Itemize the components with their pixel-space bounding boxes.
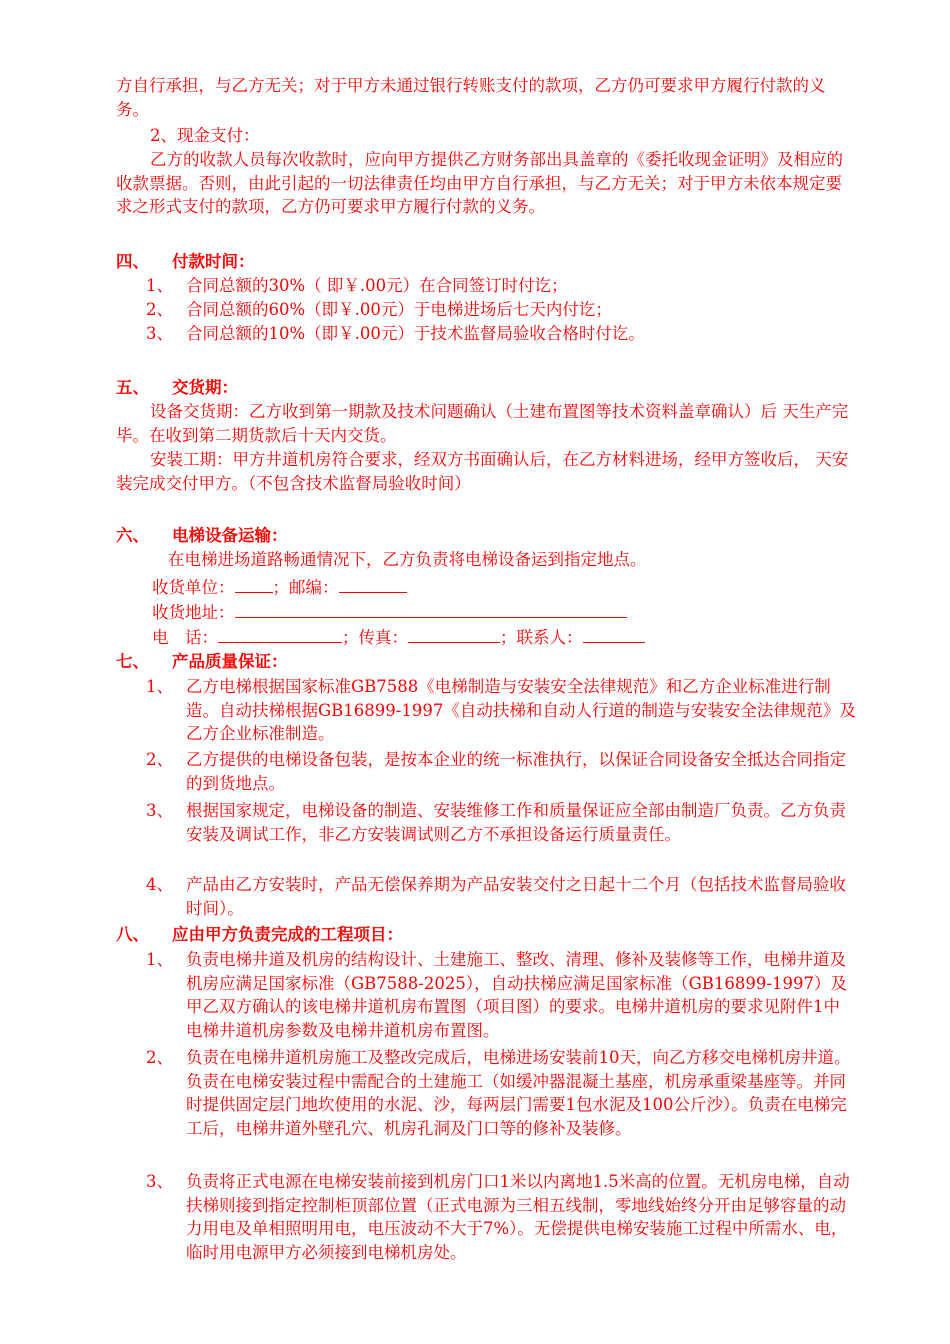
- postcode-label: ；邮编：: [272, 578, 339, 597]
- receiver-blank[interactable]: [235, 574, 273, 593]
- fax-label: ；传真：: [342, 628, 408, 647]
- section-5-heading: [116, 376, 238, 400]
- cash-payment-title: 2、现金支付：: [150, 126, 260, 145]
- item-text: 合同总额的30%（ 即￥.00元）在合同签订时付讫；: [186, 276, 568, 295]
- item-number: 3、: [146, 324, 173, 343]
- fax-blank[interactable]: [408, 624, 500, 643]
- list-item: [146, 274, 856, 298]
- address-blank[interactable]: [235, 599, 627, 618]
- address-label: 收货地址：: [152, 603, 235, 622]
- phone-line: [152, 624, 645, 650]
- item-text: 乙方提供的电梯设备包装，是按本企业的统一标准执行，以保证合同设备安全抵达合同指定的到货地点。: [186, 750, 846, 793]
- item-text: 根据国家规定，电梯设备的制造、安装维修工作和质量保证应全部由制造厂负责。乙方负责安装及调试工作，非乙方安装调试则乙方不承担设备运行质量责任。: [186, 801, 846, 844]
- section-number: 八、: [116, 925, 149, 944]
- transport-paragraph: 在电梯进场道路畅通情况下，乙方负责将电梯设备运到指定地点。: [168, 550, 647, 569]
- section-8-heading: [116, 923, 403, 947]
- item-number: 4、: [146, 875, 173, 894]
- section-title: 产品质量保证：: [172, 652, 288, 671]
- list-item: [146, 322, 856, 346]
- item-text: 合同总额的60%（即￥.00元）于电梯进场后七天内付讫；: [186, 300, 612, 319]
- postcode-blank[interactable]: [339, 574, 407, 593]
- item-text: 负责将正式电源在电梯安装前接到机房门口1米以内离地1.5米高的位置。无机房电梯，自动扶梯则接到指定控制柜顶部位置（正式电源为三相五线制，零地线始终分开由足够容量的动力用电及单相照明用电，电压波动不大于7%）。无偿提供电梯安装施工过程中所需水、电，临时用电源甲方必须接到电梯机房处。: [186, 1172, 850, 1262]
- item-number: 2、: [146, 300, 173, 319]
- section-7-heading: [116, 650, 288, 674]
- item-number: 1、: [146, 950, 173, 969]
- section-number: 六、: [116, 526, 149, 545]
- item-text: 负责在电梯井道机房施工及整改完成后，电梯进场安装前10天，向乙方移交电梯机房井道。负责在电梯安装过程中需配合的土建施工（如缓冲器混凝土基座，机房承重梁基座等。并同时提供固定层门地坎使用的水泥、沙，每两层门需要1包水泥及100公斤沙）。负责在电梯完工后，电梯井道外壁孔穴、机房孔洞及门口等的修补及装修。: [186, 1048, 851, 1138]
- receiver-label: 收货单位：: [152, 578, 235, 597]
- item-number: 3、: [146, 801, 173, 820]
- item-number: 2、: [146, 750, 173, 769]
- section-title: 电梯设备运输：: [172, 526, 288, 545]
- list-item: [146, 1170, 856, 1264]
- section-title: 付款时间：: [172, 252, 255, 271]
- section-6-heading: [116, 524, 288, 548]
- section-title: 应由甲方负责完成的工程项目：: [172, 925, 403, 944]
- address-line: [152, 599, 627, 625]
- receiver-line: [152, 574, 407, 600]
- list-item: [146, 298, 856, 322]
- list-item: [146, 748, 856, 795]
- section-4-heading: [116, 250, 255, 274]
- phone-label: 电 话：: [152, 628, 218, 647]
- section-title: 交货期：: [172, 378, 238, 397]
- section-number: 五、: [116, 378, 149, 397]
- item-number: 1、: [146, 677, 173, 696]
- section-number: 四、: [116, 252, 149, 271]
- phone-blank[interactable]: [218, 624, 342, 643]
- section-number: 七、: [116, 652, 149, 671]
- list-item: [146, 675, 856, 746]
- contact-label: ；联系人：: [500, 628, 583, 647]
- item-number: 3、: [146, 1172, 173, 1191]
- item-text: 合同总额的10%（即￥.00元）于技术监督局验收合格时付讫。: [186, 324, 645, 343]
- cash-payment-paragraph: 乙方的收款人员每次收款时，应向甲方提供乙方财务部出具盖章的《委托收现金证明》及相应的收款票据。否则，由此引起的一切法律责任均由甲方自行承担，与乙方无关；对于甲方未依本规定要求之形式支付的款项，乙方仍可要求甲方履行付款的义务。: [116, 150, 843, 216]
- continuation-paragraph: 方自行承担，与乙方无关；对于甲方未通过银行转账支付的款项，乙方仍可要求甲方履行付款的义务。: [116, 76, 826, 119]
- list-item: [146, 948, 856, 1042]
- item-number: 1、: [146, 276, 173, 295]
- list-item: [146, 1046, 856, 1140]
- list-item: [146, 799, 856, 846]
- list-item: [146, 873, 856, 920]
- item-text: 产品由乙方安装时，产品无偿保养期为产品安装交付之日起十二个月（包括技术监督局验收时间）。: [186, 875, 846, 918]
- installation-period-paragraph: 安装工期：甲方井道机房符合要求，经双方书面确认后，在乙方材料进场，经甲方签收后， 天安装完成交付甲方。（不包含技术监督局验收时间）: [116, 450, 849, 493]
- item-text: 乙方电梯根据国家标准GB7588《电梯制造与安装安全法律规范》和乙方企业标准进行制造。自动扶梯根据GB16899-1997《自动扶梯和自动人行道的制造与安装安全法律规范》及乙方企业标准制造。: [186, 677, 856, 743]
- item-number: 2、: [146, 1048, 173, 1067]
- delivery-period-paragraph: 设备交货期：乙方收到第一期款及技术问题确认（土建布置图等技术资料盖章确认）后 天生产完毕。在收到第二期货款后十天内交货。: [116, 402, 849, 445]
- contact-blank[interactable]: [583, 624, 645, 643]
- item-text: 负责电梯井道及机房的结构设计、土建施工、整改、清理、修补及装修等工作，电梯井道及机房应满足国家标准（GB7588-2025），自动扶梯应满足国家标准（GB16899-1997）及甲乙双方确认的该电梯井道机房布置图（项目图）的要求。电梯井道机房的要求见附件1中电梯井道机房参数及电梯井道机房布置图。: [186, 950, 847, 1040]
